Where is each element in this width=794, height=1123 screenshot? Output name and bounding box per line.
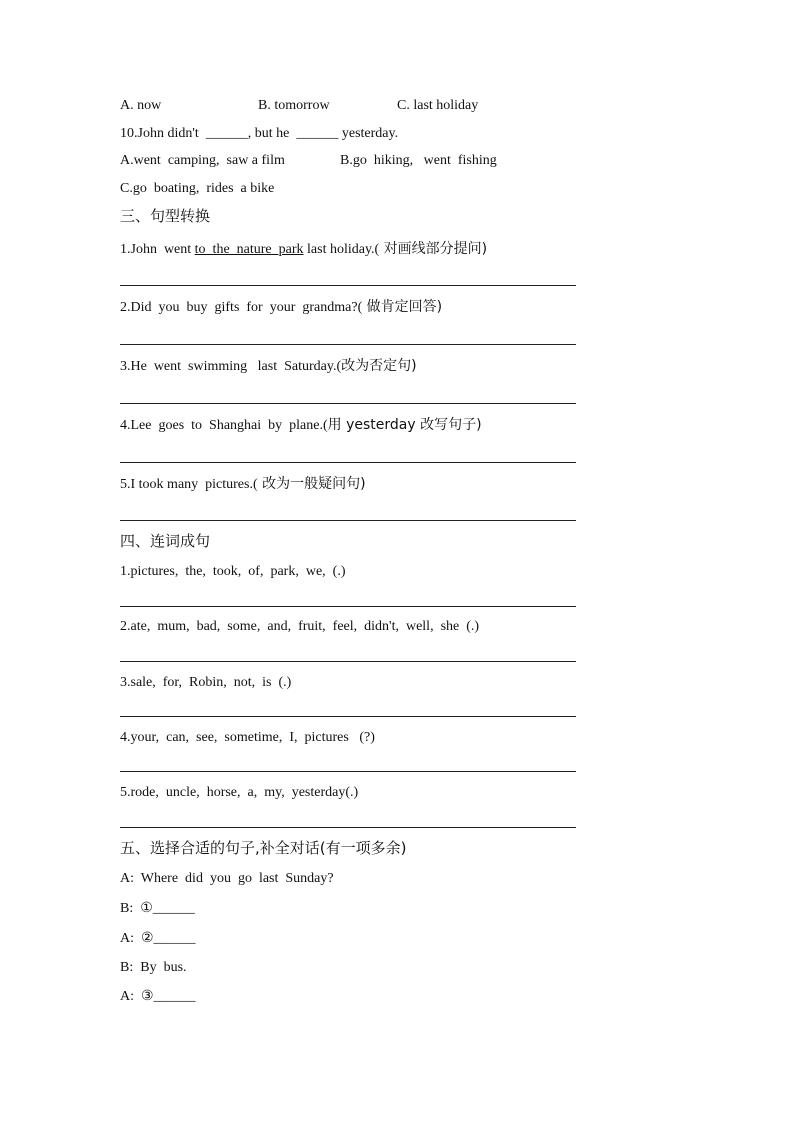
section4-item-1: 1.pictures, the, took, of, park, we, (.) — [120, 564, 346, 579]
answer-line — [120, 606, 576, 607]
answer-line — [120, 403, 576, 404]
answer-line — [120, 344, 576, 345]
section3-item-5-note: 改为一般疑问句) — [257, 476, 366, 492]
q9-option-b: B. tomorrow — [258, 98, 330, 113]
dialogue-line-2: B: ①______ — [120, 901, 195, 916]
answer-line — [120, 771, 576, 772]
answer-line — [120, 462, 576, 463]
section3-item-3 — [120, 357, 417, 376]
section3-item-3-note: 改为否定句) — [341, 358, 417, 374]
answer-line — [120, 827, 576, 828]
section5-title: 五、选择合适的句子,补全对话(有一项多余) — [120, 839, 407, 857]
section3-item-1 — [120, 240, 487, 259]
section3-item-5 — [120, 475, 366, 494]
answer-line — [120, 285, 576, 286]
dialogue-line-3: A: ②______ — [120, 931, 196, 946]
section3-item-1-note: 对画线部分提问) — [379, 241, 488, 257]
section3-item-2-text: 2.Did you buy gifts for your grandma?( — [120, 300, 363, 315]
section3-item-2-note: 做肯定回答) — [362, 299, 443, 315]
section4-item-4: 4.your, can, see, sometime, I, pictures (?) — [120, 730, 375, 745]
section3-item-1-underlined: to the nature park — [194, 242, 304, 257]
section3-item-4-note: 用 yesterday 改写句子) — [327, 417, 482, 433]
section4-title: 四、连词成句 — [120, 532, 211, 550]
section3-item-1-prefix: 1.John went — [120, 242, 195, 257]
answer-line — [120, 661, 576, 662]
section3-item-1-suffix: last holiday.( — [303, 242, 380, 257]
section4-item-5: 5.rode, uncle, horse, a, my, yesterday(.) — [120, 785, 359, 800]
q10-stem: 10.John didn't ______, but he ______ yesterday. — [120, 126, 399, 141]
dialogue-line-5: A: ③______ — [120, 989, 196, 1004]
section3-item-4 — [120, 416, 482, 435]
dialogue-line-4: B: By bus. — [120, 960, 187, 975]
answer-line — [120, 520, 576, 521]
section3-item-2 — [120, 298, 442, 317]
q10-option-c: C.go boating, rides a bike — [120, 181, 275, 196]
q10-option-a: A.went camping, saw a film — [120, 153, 285, 168]
section4-item-3: 3.sale, for, Robin, not, is (.) — [120, 675, 292, 690]
section3-item-3-text: 3.He went swimming last Saturday.( — [120, 359, 342, 374]
section4-item-2: 2.ate, mum, bad, some, and, fruit, feel, didn't, well, she (.) — [120, 619, 480, 634]
section3-item-5-text: 5.I took many pictures.( — [120, 477, 258, 492]
q9-option-a: A. now — [120, 98, 162, 113]
dialogue-line-1: A: Where did you go last Sunday? — [120, 871, 334, 886]
answer-line — [120, 716, 576, 717]
section3-item-4-text: 4.Lee goes to Shanghai by plane.( — [120, 418, 328, 433]
q9-option-c: C. last holiday — [397, 98, 479, 113]
q10-option-b: B.go hiking, went fishing — [340, 153, 497, 168]
section3-title: 三、句型转换 — [120, 207, 211, 225]
